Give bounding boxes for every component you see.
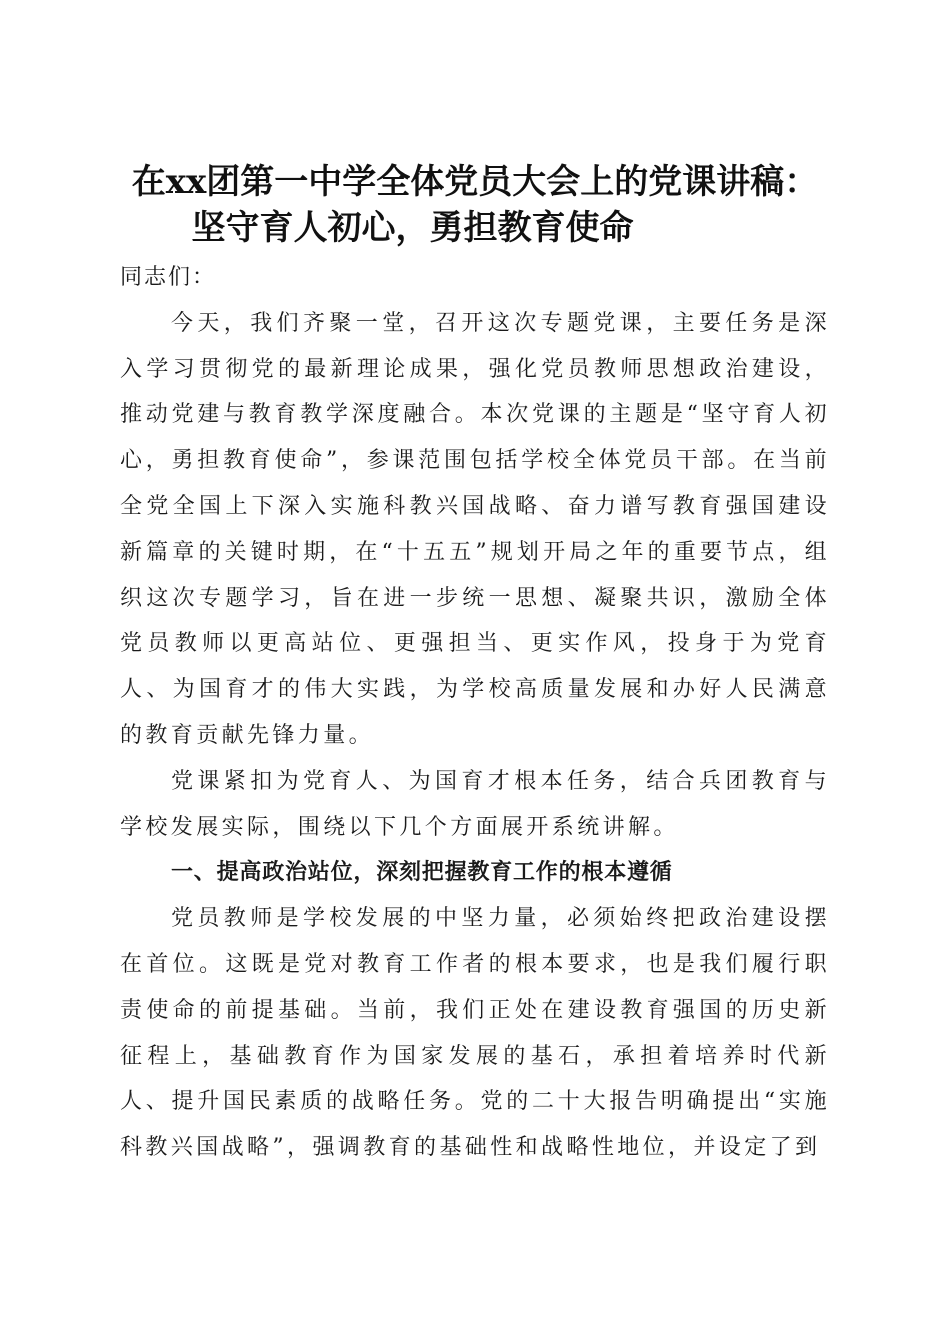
document-title	[0, 159, 950, 251]
paragraph-outline: 党课紧扣为党育人、为国育才根本任务，结合兵团教育与学校发展实际，围绕以下几个方面展开系统讲解。	[120, 768, 830, 840]
title-line-1: 在xx团第一中学全体党员大会上的党课讲稿：	[131, 161, 819, 202]
document-body	[120, 255, 830, 1171]
greeting: 同志们：	[120, 265, 217, 290]
section-heading-1: 一、提高政治站位，深刻把握教育工作的根本遵循	[171, 860, 673, 886]
paragraph-opening: 今天，我们齐聚一堂，召开这次专题党课，主要任务是深入学习贯彻党的最新理论成果，强化党员教师思想政治建设，推动党建与教育教学深度融合。本次党课的主题是“坚守育人初心，勇担教育使命”，参课范围包括学校全体党员干部。在当前全党全国上下深入实施科教兴国战略、奋力谱写教育强国建设新篇章的关键时期，在“十五五”规划开局之年的重要节点，组织这次专题学习，旨在进一步统一思想、凝聚共识，激励全体党员教师以更高站位、更强担当、更实作风，投身于为党育人、为国育才的伟大实践，为学校高质量发展和办好人民满意的教育贡献先锋力量。	[120, 310, 830, 748]
title-line-2: 坚守育人初心，勇担教育使命	[191, 207, 634, 248]
paragraph-section-1: 党员教师是学校发展的中坚力量，必须始终把政治建设摆在首位。这既是党对教育工作者的根本要求，也是我们履行职责使命的前提基础。当前，我们正处在建设教育强国的历史新征程上，基础教育作为国家发展的基石，承担着培养时代新人、提升国民素质的战略任务。党的二十大报告明确提出“实施科教兴国战略”，强调教育的基础性和战略性地位，并设定了到	[120, 906, 830, 1161]
